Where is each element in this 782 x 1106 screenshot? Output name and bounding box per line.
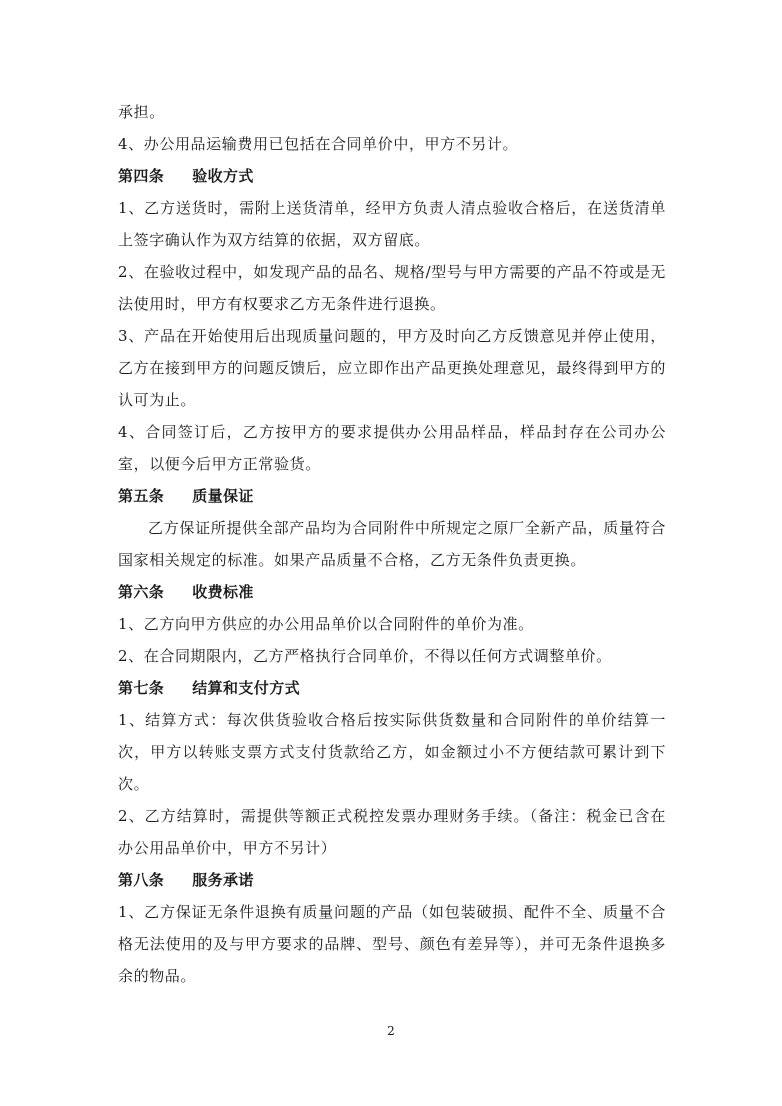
section-heading [118,480,666,512]
paragraph: 1、乙方送货时，需附上送货清单，经甲方负责人清点验收合格后，在送货清单上签字确认作为双方结算的依据，双方留底。 [118,199,666,249]
section-title: 收费标准 [192,583,254,601]
paragraph: 3、产品在开始使用后出现质量问题的，甲方及时向乙方反馈意见并停止使用，乙方在接到甲方的问题反馈后，应立即作出产品更换处理意见，最终得到甲方的认可为止。 [118,327,666,409]
section-title: 验收方式 [192,167,254,185]
paragraph: 2、乙方结算时，需提供等额正式税控发票办理财务手续。（备注：税金已含在办公用品单价中，甲方不另计） [118,807,666,857]
document-body [118,96,666,992]
section-heading [118,672,666,704]
page-number: 2 [387,1024,395,1038]
section-number: 第五条 [118,487,165,505]
section-number: 第八条 [118,871,165,889]
section-heading [118,576,666,608]
paragraph: 乙方保证所提供全部产品均为合同附件中所规定之原厂全新产品，质量符合国家相关规定的标准。如果产品质量不合格，乙方无条件负责更换。 [118,519,666,569]
paragraph: 承担。 [118,103,165,121]
paragraph: 1、结算方式：每次供货验收合格后按实际供货数量和合同附件的单价结算一次，甲方以转账支票方式支付货款给乙方，如金额过小不方便结款可累计到下次。 [118,711,666,793]
paragraph: 1、乙方保证无条件退换有质量问题的产品（如包装破损、配件不全、质量不合格无法使用的及与甲方要求的品牌、型号、颜色有差异等），并可无条件退换多余的物品。 [118,903,666,985]
paragraph: 2、在验收过程中，如发现产品的品名、规格/型号与甲方需要的产品不符或是无法使用时，甲方有权要求乙方无条件进行退换。 [118,263,666,313]
paragraph: 4、合同签订后，乙方按甲方的要求提供办公用品样品，样品封存在公司办公室，以便今后甲方正常验货。 [118,423,666,473]
section-number: 第四条 [118,167,165,185]
section-heading [118,864,666,896]
section-heading [118,160,666,192]
section-title: 结算和支付方式 [192,679,301,697]
paragraph: 1、乙方向甲方供应的办公用品单价以合同附件的单价为准。 [118,615,534,633]
section-number: 第六条 [118,583,165,601]
section-title: 质量保证 [192,487,254,505]
section-title: 服务承诺 [192,871,254,889]
paragraph: 4、办公用品运输费用已包括在合同单价中，甲方不另计。 [118,135,519,153]
paragraph: 2、在合同期限内，乙方严格执行合同单价，不得以任何方式调整单价。 [118,647,612,665]
section-number: 第七条 [118,679,165,697]
